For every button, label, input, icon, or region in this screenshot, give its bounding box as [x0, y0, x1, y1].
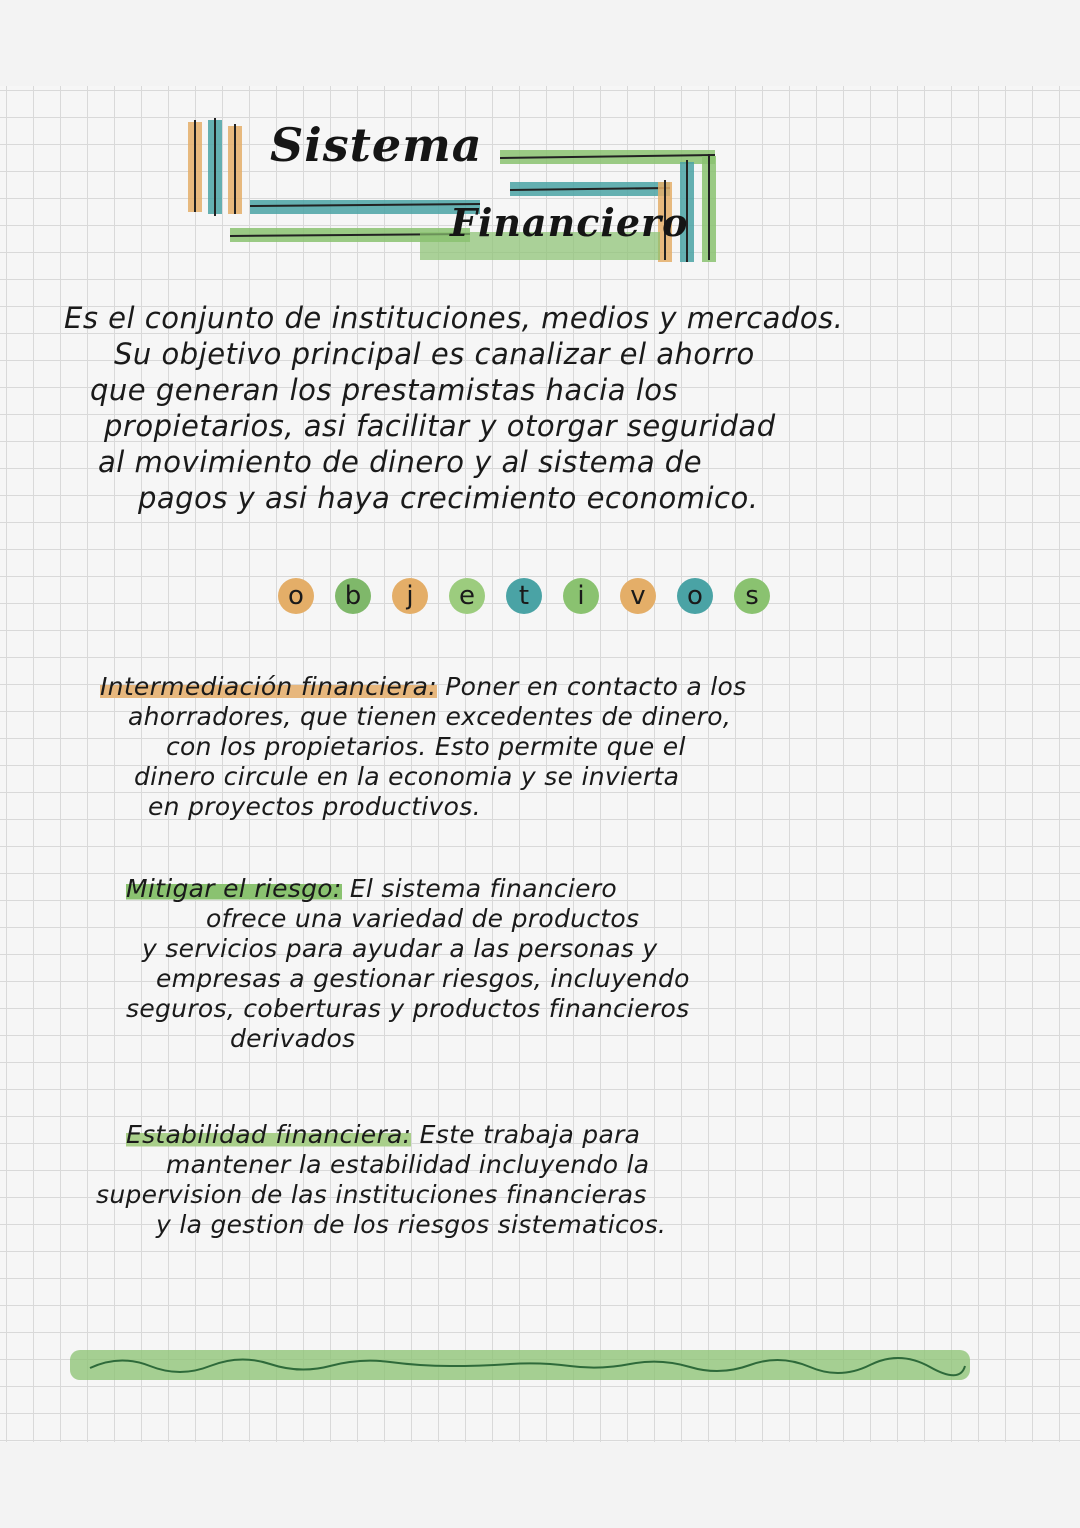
section-estabilidad	[96, 1120, 677, 1240]
section-line: empresas a gestionar riesgos, incluyendo	[156, 964, 690, 993]
section-heading: Mitigar el riesgo:	[126, 874, 342, 903]
section-line: supervision de las instituciones financieras	[96, 1180, 647, 1209]
definition-line: pagos y asi haya crecimiento economico.	[138, 481, 759, 515]
definition-paragraph	[64, 300, 843, 516]
section-line: y la gestion de los riesgos sistematicos.	[156, 1210, 667, 1239]
section-line: Este trabaja para	[419, 1120, 641, 1149]
section-line: ahorradores, que tienen excedentes de dinero,	[128, 702, 732, 731]
section-line: en proyectos productivos.	[148, 792, 481, 821]
objetivos-letter: t	[506, 578, 542, 614]
objetivos-letter: o	[278, 578, 314, 614]
definition-line: al movimiento de dinero y al sistema de	[98, 445, 703, 479]
section-mitigar-riesgo	[126, 874, 689, 1054]
section-line: derivados	[230, 1024, 356, 1053]
objetivos-letter: i	[563, 578, 599, 614]
section-line: Poner en contacto a los	[445, 672, 747, 701]
section-line: con los propietarios. Esto permite que el	[166, 732, 686, 761]
section-line: El sistema financiero	[349, 874, 618, 903]
section-heading: Estabilidad financiera:	[126, 1120, 412, 1149]
section-line: seguros, coberturas y productos financieros	[126, 994, 690, 1023]
title-block	[180, 100, 730, 270]
objetivos-letter: v	[620, 578, 656, 614]
section-line: dinero circule en la economia y se invierta	[134, 762, 680, 791]
section-line: y servicios para ayudar a las personas y	[142, 934, 658, 963]
section-line: ofrece una variedad de productos	[206, 904, 640, 933]
footer-divider	[60, 1340, 980, 1390]
definition-line: propietarios, asi facilitar y otorgar seguridad	[104, 409, 776, 443]
definition-line: Su objetivo principal es canalizar el ahorro	[114, 337, 755, 371]
section-line: mantener la estabilidad incluyendo la	[166, 1150, 650, 1179]
definition-line: que generan los prestamistas hacia los	[90, 373, 679, 407]
definition-line: Es el conjunto de instituciones, medios y mercados.	[64, 301, 844, 335]
objetivos-letter: e	[449, 578, 485, 614]
objetivos-letter: s	[734, 578, 770, 614]
section-heading: Intermediación financiera:	[100, 672, 437, 701]
title-word-financiero: Financiero	[450, 200, 689, 245]
objetivos-letter: b	[335, 578, 371, 614]
objetivos-letter: o	[677, 578, 713, 614]
section-intermediacion	[100, 672, 746, 822]
title-word-sistema: Sistema	[270, 118, 483, 172]
objetivos-letter: j	[392, 578, 428, 614]
